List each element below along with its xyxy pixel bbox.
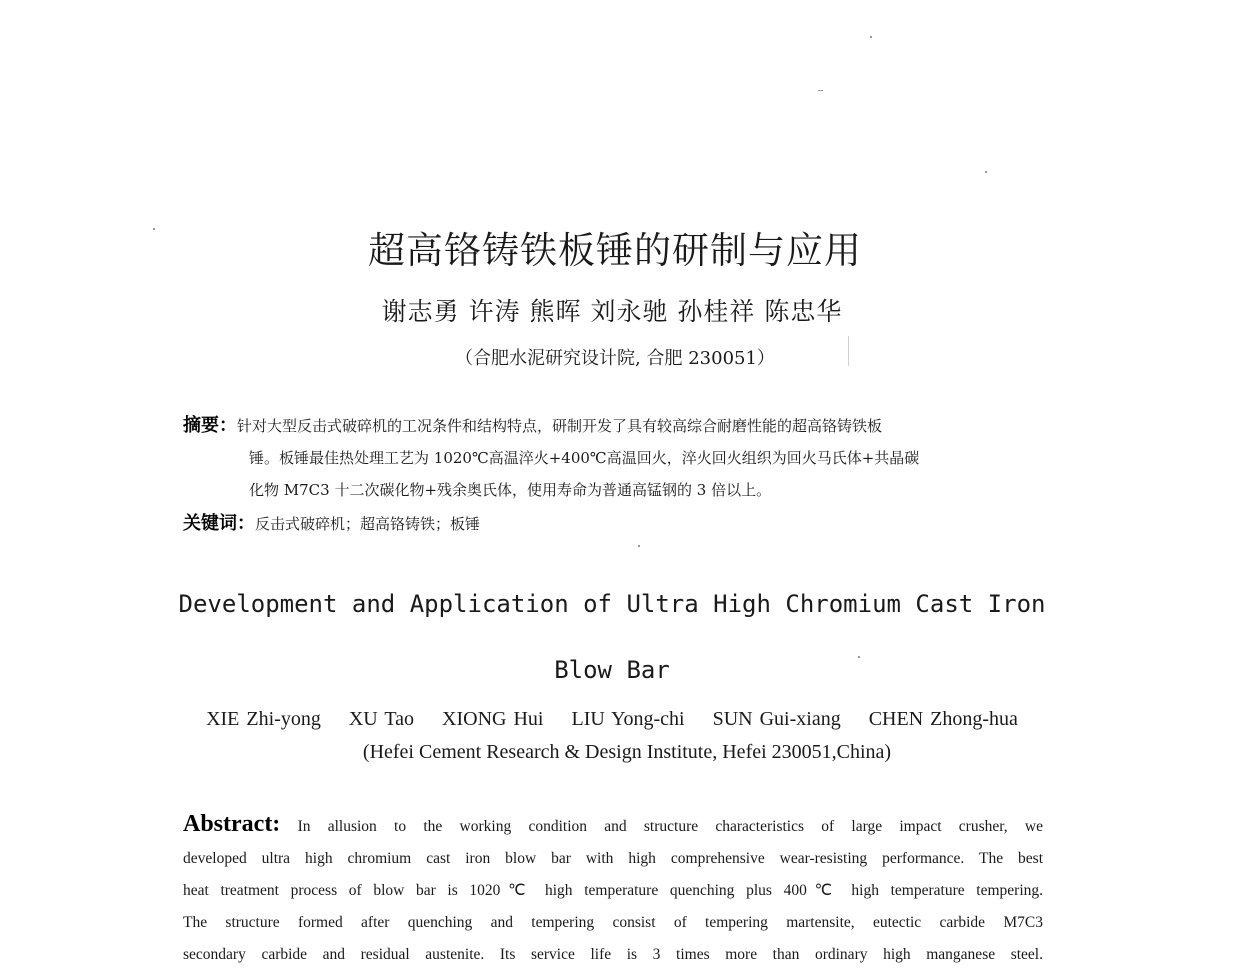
scan-speck xyxy=(870,36,872,38)
scan-speck xyxy=(818,90,823,91)
en-abstract xyxy=(183,808,1043,971)
cn-affiliation: （合肥水泥研究设计院, 合肥 230051） xyxy=(455,348,775,369)
cn-keywords xyxy=(183,509,1063,535)
cn-keywords-text: 反击式破碎机；超高铬铸铁；板锤 xyxy=(255,515,481,533)
en-abstract-label: Abstract: xyxy=(183,811,281,837)
en-abstract-line: developed ultra high chromium cast iron blow bar with high comprehensive wear-resisting performance. The best xyxy=(183,850,1043,867)
cn-abstract-label: 摘要： xyxy=(183,415,237,436)
cn-keywords-label: 关键词： xyxy=(183,513,255,534)
cn-abstract-line: 锤。板锤最佳热处理工艺为 1020℃高温淬火+400℃高温回火，淬火回火组织为回火马氏体+共晶碳 xyxy=(249,449,920,467)
en-abstract-text: In allusion to the working condition and structure characteristics of large impact crusher, we xyxy=(297,818,1043,835)
scan-speck xyxy=(985,171,987,173)
cn-abstract xyxy=(183,410,1063,506)
cn-abstract-line xyxy=(183,410,1063,442)
cn-authors: 谢志勇 许涛 熊晖 刘永驰 孙桂祥 陈忠华 xyxy=(381,297,843,326)
en-abstract-line: heat treatment process of blow bar is 1020℃ high temperature quenching plus 400℃ high temperature tempering. xyxy=(183,882,1043,899)
en-title-line-2: Blow Bar xyxy=(554,656,670,684)
en-abstract-line xyxy=(183,808,1043,843)
en-title-line-1: Development and Application of Ultra High Chromium Cast Iron xyxy=(178,590,1046,618)
cn-abstract-text: 针对大型反击式破碎机的工况条件和结构特点，研制开发了具有较高综合耐磨性能的超高铬铸铁板 xyxy=(237,417,883,435)
scan-speck xyxy=(638,545,640,547)
en-abstract-line: The structure formed after quenching and tempering consist of tempering martensite, eutectic carbide M7C3 xyxy=(183,914,1043,931)
en-authors: XIE Zhi-yong XU Tao XIONG Hui LIU Yong-chi SUN Gui-xiang CHEN Zhong-hua xyxy=(206,708,1018,730)
en-abstract-line: secondary carbide and residual austenite. Its service life is 3 times more than ordinary high manganese steel. xyxy=(183,946,1043,963)
cn-abstract-line: 化物 M7C3 十二次碳化物+残余奥氏体，使用寿命为普通高锰钢的 3 倍以上。 xyxy=(249,481,772,499)
en-affiliation: (Hefei Cement Research & Design Institute, Hefei 230051,China) xyxy=(362,741,892,763)
cn-title: 超高铬铸铁板锤的研制与应用 xyxy=(368,229,862,272)
